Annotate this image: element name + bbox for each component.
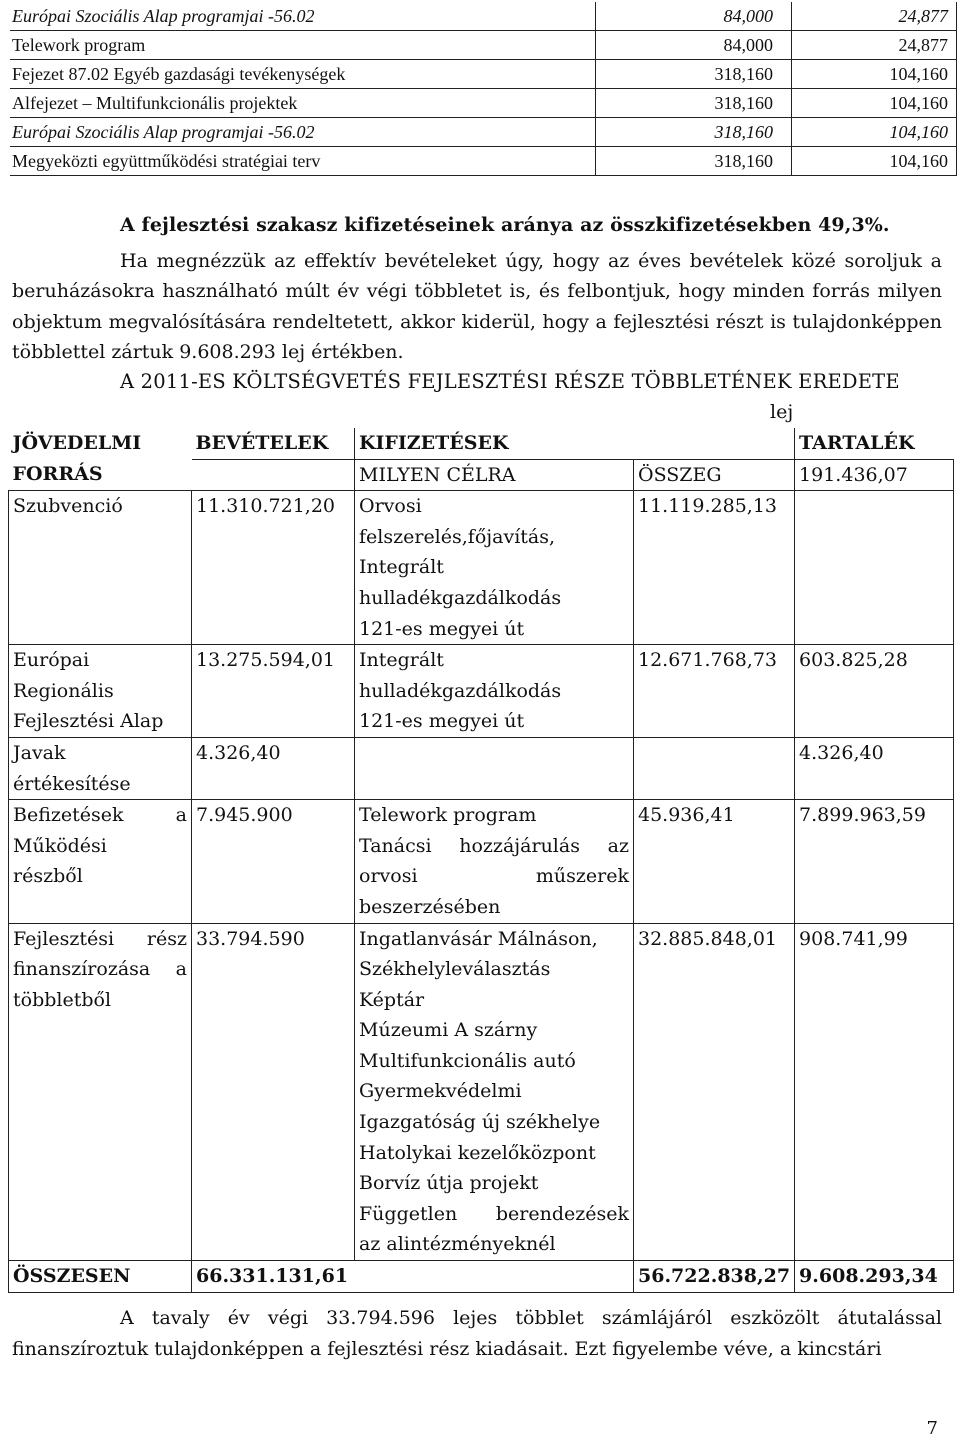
total-label [9,1261,192,1293]
amount-cell: 32.885.848,01 [634,923,795,1261]
source-line: részből [13,865,83,888]
total-label-text: ÖSSZESEN [13,1265,131,1288]
table-row [9,645,954,738]
row-value-2: 104,160 [792,89,957,118]
purpose-line: Ingatlanvásár Málnáson, [359,927,598,950]
source-cell [9,491,192,645]
row-label: Megyeközti együttműködési stratégiai terv [10,147,596,176]
currency-unit: lej [770,401,794,423]
row-value-2: 24,877 [792,31,957,60]
amount-cell: 12.671.768,73 [634,645,795,738]
source-line: többletből [13,988,112,1011]
purpose-cell [355,645,634,738]
income-cell: 11.310.721,20 [192,491,355,645]
header-reserve-label: TARTALÉK [799,432,915,454]
row-value-2: 104,160 [792,118,957,147]
purpose-line: beszerzésében [359,895,501,918]
purpose-line: Igazgatóság új székhelye [359,1111,601,1134]
source-line: Fejlesztési rész [13,927,187,950]
top-table-row [10,147,957,176]
income-cell: 13.275.594,01 [192,645,355,738]
purpose-line: Integrált [359,556,444,579]
purpose-line: Tanácsi hozzájárulás az [359,834,629,857]
purpose-line: hulladékgazdálkodás [359,679,562,702]
purpose-cell [355,491,634,645]
row-label: Telework program [10,31,596,60]
reserve-cell: 908.741,99 [795,923,954,1261]
source-line: Regionális [13,679,114,702]
purpose-line: hulladékgazdálkodás [359,586,562,609]
top-budget-table [10,2,957,176]
income-cell: 33.794.590 [192,923,355,1261]
subheader-reserve: 191.436,07 [795,459,954,491]
development-share-line: A fejlesztési szakasz kifizetéseinek aránya az összkifizetésekben 49,3%. [120,214,890,236]
income-cell: 7.945.900 [192,800,355,923]
purpose-line: Hatolykai kezelőközpont [359,1141,596,1164]
top-table-row [10,118,957,147]
amount-cell: 11.119.285,13 [634,491,795,645]
purpose-cell [355,800,634,923]
row-label: Alfejezet – Multifunkcionális projektek [10,89,596,118]
section-heading: A 2011-ES KÖLTSÉGVETÉS FEJLESZTÉSI RÉSZE TÖBBLETÉNEK EREDETE [120,370,900,393]
table-row [9,491,954,645]
paragraph-transfer [12,1303,942,1365]
source-cell [9,737,192,799]
reserve-cell: 4.326,40 [795,737,954,799]
source-line: Befizetések a [13,804,187,827]
reserve-cell: 7.899.963,59 [795,800,954,923]
top-table-row [10,60,957,89]
source-line: Szubvenció [13,495,123,518]
row-label: Európai Szociális Alap programjai -56.02 [10,2,596,31]
row-value-2: 104,160 [792,60,957,89]
table-row [9,923,954,1261]
row-label: Fejezet 87.02 Egyéb gazdasági tevékenységek [10,60,596,89]
reserve-cell: 603.825,28 [795,645,954,738]
purpose-cell [355,923,634,1261]
header-source-line1: JÖVEDELMI [12,432,142,454]
row-value-1: 318,160 [596,60,792,89]
reserve-cell [795,491,954,645]
source-line: értékesítése [13,772,131,795]
header-reserve [795,428,954,459]
header-income-label: BEVÉTELEK [195,432,329,454]
purpose-line: Képtár [359,988,425,1011]
total-row [9,1261,954,1293]
row-value-1: 84,000 [596,31,792,60]
total-income-value: 66.331.131,61 [196,1265,349,1288]
income-cell: 4.326,40 [192,737,355,799]
header-source-line2: FORRÁS [12,462,103,485]
purpose-line: Orvosi [359,495,422,518]
source-cell [9,645,192,738]
purpose-line: Multifunkcionális autó [359,1049,576,1072]
purpose-line: Telework program [359,804,537,827]
header-payments-label: KIFIZETÉSEK [359,432,509,454]
purpose-line: felszerelés,főjavítás, [359,525,556,548]
paragraph-transfer-text: A tavaly év végi 33.794.596 lejes többlet számlájáról eszközölt átutalással finanszíroztuk tulajdonképpen a fejlesztési rész kiadásait. Ezt figyelembe véve, a kincstári [12,1307,942,1360]
source-line: Európai [13,649,90,672]
total-reserve [795,1261,954,1293]
row-value-2: 104,160 [792,147,957,176]
row-value-1: 84,000 [596,2,792,31]
header-source [9,428,192,491]
top-table-row [10,89,957,118]
purpose-line: Székhelyleválasztás [359,958,551,981]
amount-cell: 45.936,41 [634,800,795,923]
source-line: Működési [13,834,107,857]
purpose-line: Integrált [359,649,444,672]
purpose-line: 121-es megyei út [359,617,525,640]
row-label: Európai Szociális Alap programjai -56.02 [10,118,596,147]
top-table-row [10,2,957,31]
row-value-2: 24,877 [792,2,957,31]
source-cell [9,923,192,1261]
purpose-line: Borvíz útja projekt [359,1172,539,1195]
source-line: finanszírozása a [13,958,187,981]
page-number: 7 [926,1418,938,1439]
purpose-line: orvosi műszerek [359,865,629,888]
purpose-line: Múzeumi A szárny [359,1019,538,1042]
top-table-row [10,31,957,60]
paragraph-text: Ha megnézzük az effektív bevételeket úgy, hogy az éves bevételek közé soroljuk a beruházásokra használható múlt év végi többletet is, és felbontjuk, hogy minden forrás milyen objektum megvalósítására rendeltetett, akkor kiderül, hogy a fejlesztési részt is tulajdonképpen többlettel zártuk 9.608.293 lej értékben. [12,250,942,363]
source-line: Javak [13,741,66,764]
row-value-1: 318,160 [596,118,792,147]
row-value-1: 318,160 [596,89,792,118]
table-row [9,800,954,923]
header-payments [355,428,795,459]
purpose-line: 121-es megyei út [359,710,525,733]
header-row [9,428,954,459]
purpose-line: Gyermekvédelmi [359,1080,522,1103]
purpose-line: Független berendezések [359,1202,629,1225]
total-amount [634,1261,795,1293]
subheader-purpose: MILYEN CÉLRA [355,459,634,491]
purpose-line: az alintézményeknél [359,1233,556,1256]
surplus-origin-table [8,428,954,1293]
purpose-cell [355,737,634,799]
total-amount-value: 56.722.838,27 [638,1265,791,1288]
table-row [9,737,954,799]
subheader-amount: ÖSSZEG [634,459,795,491]
total-income [192,1261,634,1293]
subheader-income [192,459,355,491]
source-line: Fejlesztési Alap [13,710,164,733]
header-income [192,428,355,459]
total-reserve-value: 9.608.293,34 [799,1265,938,1288]
paragraph-effective-income [12,246,942,367]
amount-cell [634,737,795,799]
row-value-1: 318,160 [596,147,792,176]
source-cell [9,800,192,923]
